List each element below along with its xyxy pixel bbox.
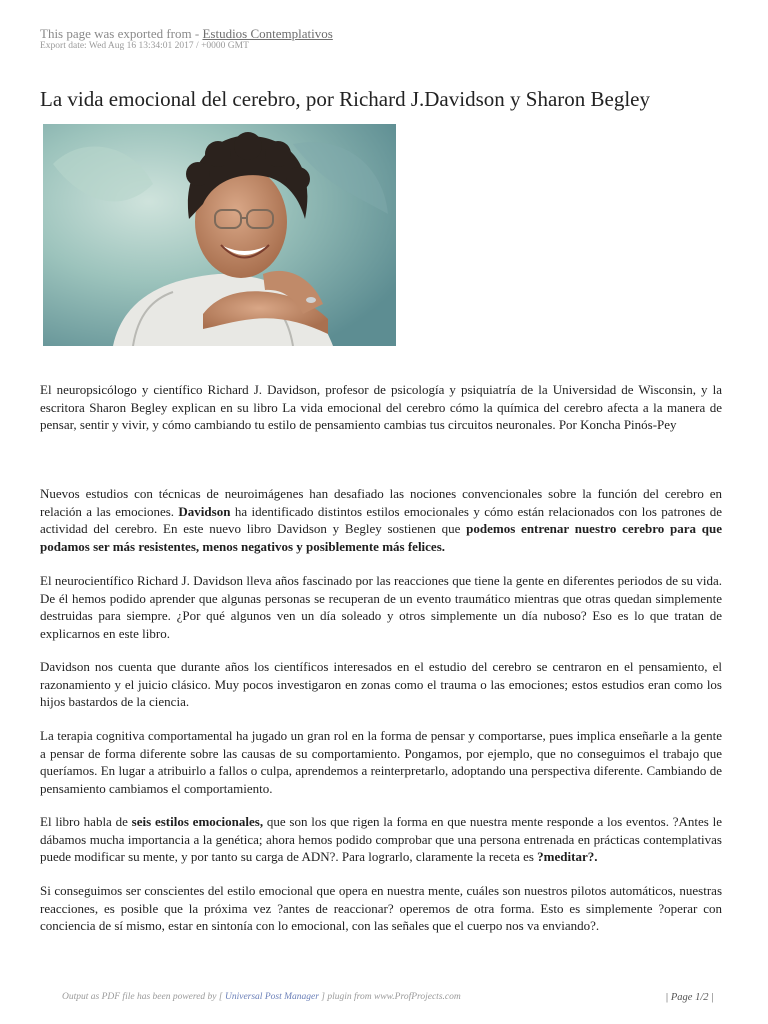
export-date: Export date: Wed Aug 16 13:34:01 2017 / +0000 GMT — [40, 41, 249, 51]
export-prefix: This page was exported from - — [40, 26, 203, 41]
paragraph-3-text: Davidson nos cuenta que durante años los científicos interesados en el estudio del cerebro se centraron en el pensamiento, el razonamiento y el juicio clásico. Muy pocos investigaron en zonas como el trauma o las emociones; estos estudios eran como los hijos bastardos de la ciencia. — [40, 659, 722, 709]
paragraph-4-text: La terapia cognitiva comportamental ha jugado un gran rol en la forma de pensar y comportarse, pues implica enseñarle a la gente a pensar de forma diferente sobre las causas de su comportamiento. Pongamos, por ejemplo, que no conseguimos el trabajo que queríamos. En lugar a atribuirlo a fallos o culpa, aprendemos a reinterpretarlo, adoptando una perspectiva diferente. Cambiando de pensamiento cambiamos el comportamiento. — [40, 728, 722, 796]
site-link[interactable]: Estudios Contemplativos — [202, 26, 333, 41]
p1-part-a: Nuevos estudios con técnicas de neuroimágenes han desafiado las nociones convencionales sobre la función del cerebro en relación a las emociones. — [40, 486, 722, 519]
paragraph-6-text: Si conseguimos ser conscientes del estilo emocional que opera en nuestra mente, cuáles son nuestros pilotos automáticos, nuestras reacciones, es posible que la próxima vez ?antes de reaccionar? operemos de otra forma. Esto es simplemente ?operar con conciencia de sí mismo, estar en sintonía con lo emocional, con las señales que el cuerpo nos va enviando?. — [40, 883, 722, 933]
page-number: | Page 1/2 | — [665, 992, 714, 1003]
p1-part-c: ha identificado distintos estilos emocionales y cómo están relacionados con los patrones de actividad del cerebro. En este nuevo libro Davidson y Begley sostienen que — [40, 503, 722, 536]
article-title: La vida emocional del cerebro, por Richard J.Davidson y Sharon Begley — [40, 87, 650, 111]
export-source — [40, 26, 333, 41]
paragraph-3 — [40, 658, 722, 711]
credit-suffix: ] plugin from www.ProfProjects.com — [318, 992, 461, 1002]
p5-bold-meditate: ?meditar?. — [537, 849, 598, 864]
paragraph-1 — [40, 485, 722, 555]
footer-credit — [62, 992, 461, 1002]
author-photo — [43, 124, 396, 346]
p5-part-a: El libro habla de — [40, 814, 132, 829]
intro-paragraph: El neuropsicólogo y científico Richard J. Davidson, profesor de psicología y psiquiatría de la Universidad de Wisconsin, y la escritora Sharon Begley explican en su libro La vida emocional del cerebro cómo la química del cerebro afecta a la manera de pensar, sentir y vivir, y cómo cambiando tu estilo de pensamiento cambias tus circuitos neuronales. Por Koncha Pinós-Pey — [40, 382, 722, 432]
paragraph-6 — [40, 882, 722, 935]
paragraph-1-text — [40, 485, 722, 555]
paragraph-2-text: El neurocientífico Richard J. Davidson lleva años fascinado por las reacciones que tiene la gente en diferentes periodos de su vida. De él hemos podido aprender que algunas personas se recuperan de un evento traumático mientras que otras quedan simplemente destruidas para siempre. ¿Por qué algunos ven un día soleado y otros simplemente un día nuboso? Eso es lo que tratan de explicarnos en este libro. — [40, 573, 722, 641]
p5-bold-styles: seis estilos emocionales, — [131, 814, 264, 829]
paragraph-5 — [40, 813, 722, 866]
portrait-illustration — [43, 124, 396, 346]
p1-bold-claim: podemos entrenar nuestro cerebro para que podamos ser más resistentes, menos negativos y posiblemente más felices. — [40, 521, 722, 554]
p5-part-c: que son los que rigen la forma en que nuestra mente responde a los eventos. ?Antes le dábamos mucha importancia a la genética; ahora hemos podido comprobar que una persona entrenada en prácticas contemplativas puede modificar su mente, y por tanto su carga de ADN?. Para lograrlo, claramente la receta es — [40, 814, 723, 864]
universal-post-manager-link[interactable]: Universal Post Manager — [224, 992, 319, 1002]
credit-prefix: Output as PDF file has been powered by [ — [62, 992, 225, 1002]
paragraph-4 — [40, 727, 722, 797]
intro-paragraph-block — [40, 381, 722, 434]
paragraph-2 — [40, 572, 722, 642]
p1-bold-davidson: Davidson — [178, 503, 231, 519]
export-header — [40, 26, 333, 52]
paragraph-5-text — [40, 813, 722, 866]
